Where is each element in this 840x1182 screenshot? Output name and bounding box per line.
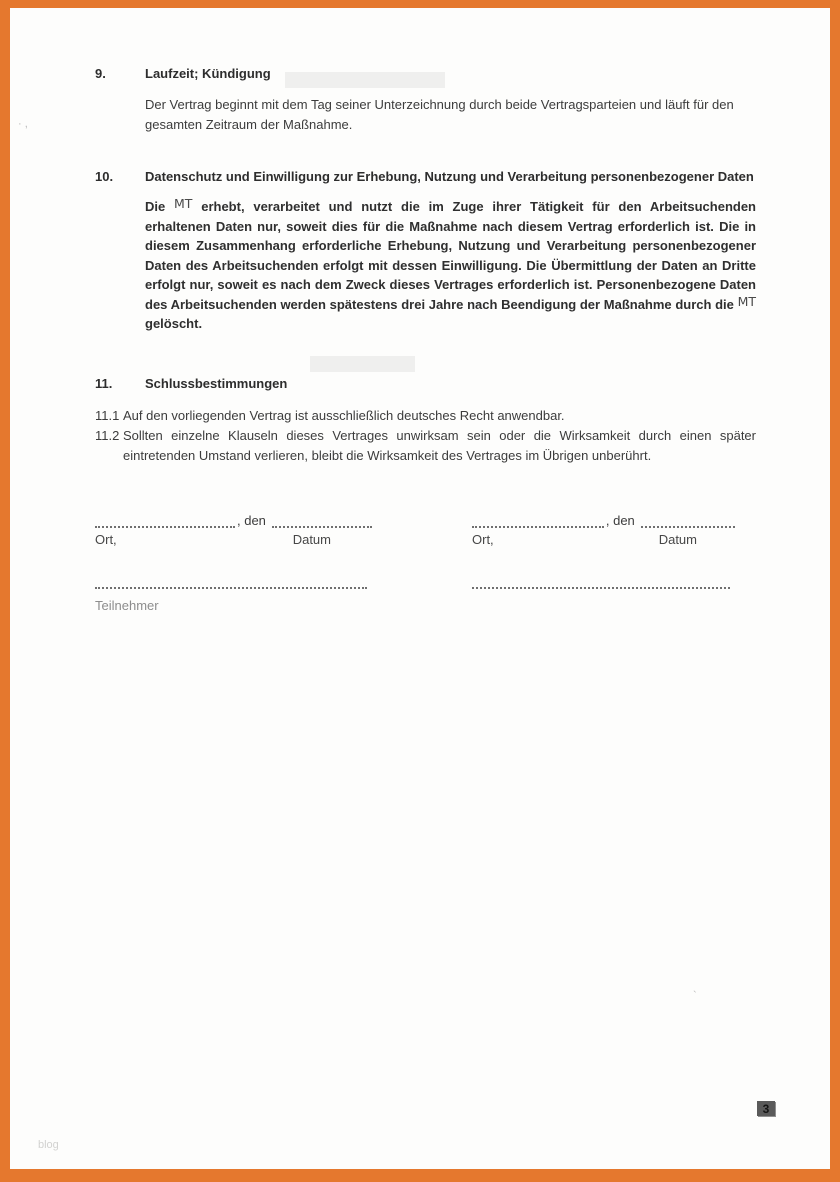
section-11-clauses [95, 406, 756, 466]
section-9 [95, 66, 756, 135]
place-signature-line [472, 512, 604, 528]
place-date-line [95, 512, 373, 528]
company-signature-line [472, 573, 730, 589]
place-signature-line [95, 512, 235, 528]
section-11-heading-row [95, 376, 756, 391]
place-date-labels [95, 532, 373, 547]
clause-text: Sollten einzelne Klauseln dieses Vertrages unwirksam sein oder die Wirksamkeit durch einen später eintretenden Umstand verlieren, bleibt die Wirksamkeit des Vertrages im Übrigen unberührt. [123, 427, 756, 463]
ort-label: Ort, [95, 531, 117, 547]
section-9-body: Der Vertrag beginnt mit dem Tag seiner Unterzeichnung durch beide Vertragsparteien und läuft für den gesamten Zeitraum der Maßnahme. [145, 97, 734, 132]
clause-text: Auf den vorliegenden Vertrag ist ausschließlich deutsches Recht anwendbar. [123, 407, 565, 423]
clause-number: 11.1 [95, 407, 120, 423]
section-heading: Laufzeit; Kündigung [145, 66, 271, 81]
watermark-blog: blog [38, 1139, 59, 1151]
ort-label: Ort, [472, 531, 494, 547]
section-10-body [145, 197, 756, 334]
body-text: Die [145, 199, 175, 214]
section-9-heading-row [95, 66, 756, 81]
section-number: 9. [95, 66, 106, 81]
den-label: , den [605, 512, 635, 528]
section-10-heading-row [95, 169, 756, 184]
participant-signature-line [95, 573, 367, 589]
signature-column-right [472, 512, 735, 613]
scan-mark: · , [18, 118, 28, 130]
page-number-badge: 3 [757, 1101, 775, 1116]
body-text: erhebt, verarbeitet und nutzt die im Zuge ihrer Tätigkeit für den Arbeitsuchenden erhaltenen Daten nur, soweit dies für die Maßnahme nach diesem Vertrag erforderlich ist. Die in diesem Zusammenhang erforderliche Erhebung, Nutzung und Verarbeitung personenbezogener Daten des Arbeitsuchenden erfolgt mit dessen Einwilligung. Die Übermittlung der Daten an Dritte erfolgt nur, soweit es nach dem Zweck dieses Vertrages erforderlich ist. Personenbezogene Daten des Arbeitsuchenden werden spätestens drei Jahre nach Beendigung der Maßnahme durch die [145, 199, 756, 312]
participant-signature-row [95, 573, 373, 594]
document-content [10, 8, 830, 613]
place-date-labels [472, 532, 735, 547]
signature-block [95, 512, 756, 613]
section-heading: Schlussbestimmungen [145, 375, 288, 391]
date-signature-line [641, 512, 735, 528]
inserted-abbreviation-mt: MT [174, 196, 193, 211]
clause-11-1 [95, 406, 756, 426]
place-date-line [472, 512, 735, 528]
body-text: gelöscht. [145, 316, 203, 331]
participant-label: Teilnehmer [95, 597, 159, 613]
section-11 [95, 376, 756, 466]
section-number: 11. [95, 375, 113, 391]
section-10 [95, 169, 756, 334]
date-signature-line [272, 512, 372, 528]
company-signature-row [472, 573, 735, 594]
inserted-abbreviation-mt: MT [737, 293, 756, 309]
section-heading: Datenschutz und Einwilligung zur Erhebung, Nutzung und Verarbeitung personenbezogener Daten [145, 169, 754, 184]
den-label: , den [237, 512, 266, 528]
scan-mark: ` [693, 990, 697, 1002]
datum-label: Datum [292, 531, 331, 547]
clause-number: 11.2 [95, 427, 120, 443]
section-number: 10. [95, 169, 114, 184]
datum-label: Datum [658, 531, 697, 547]
signature-column-left [95, 512, 373, 613]
clause-11-2 [95, 426, 756, 466]
